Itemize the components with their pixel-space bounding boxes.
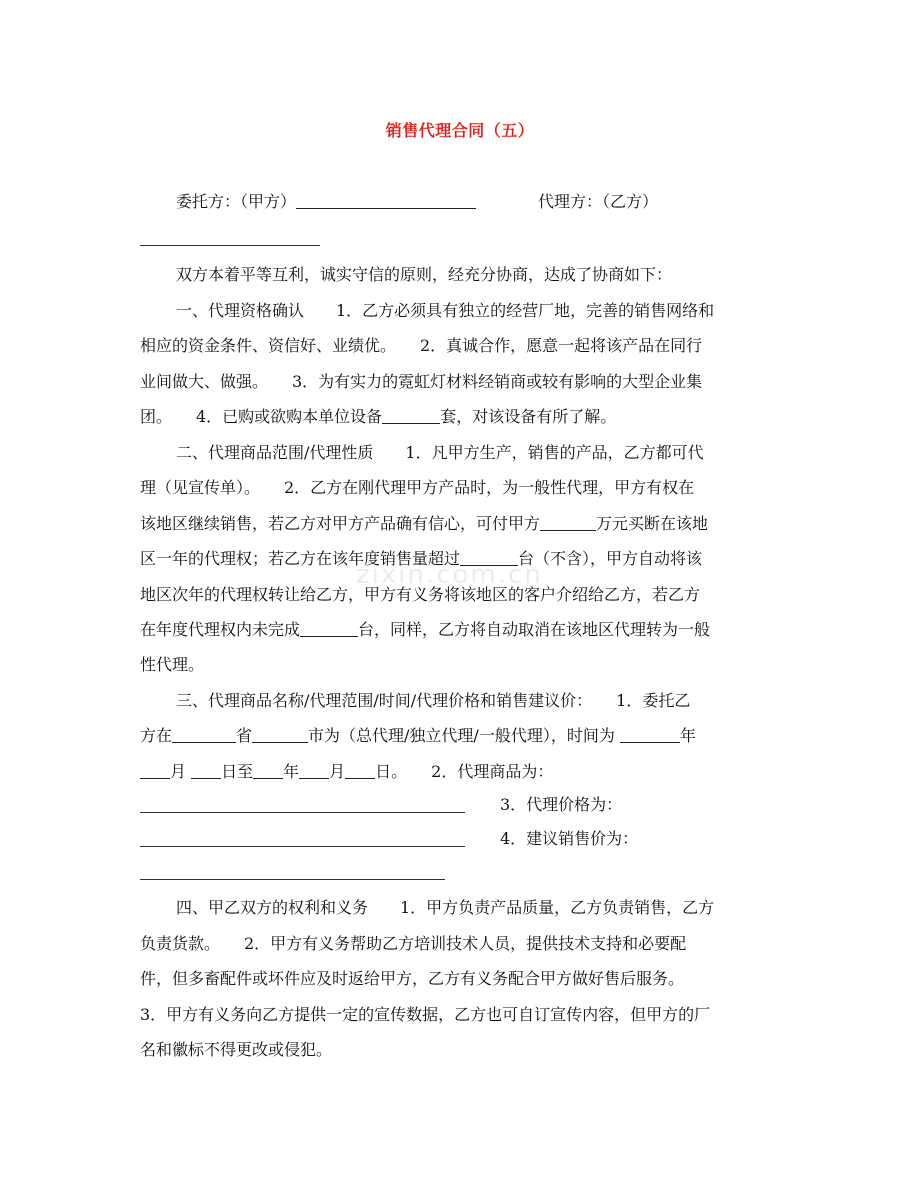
s2-line-4-a: 区一年的代理权；若乙方在该年度销售量超过: [140, 549, 461, 568]
end-day-blank: [345, 762, 375, 779]
s3-line-3-b: 日至: [221, 762, 254, 781]
s3-line-2-b: 省: [236, 726, 253, 745]
start-month-blank: [140, 762, 170, 779]
s3-line-3-a: 月: [170, 762, 192, 781]
s2-line-3: [140, 514, 708, 534]
intro-text: 双方本着平等互利，诚实守信的原则，经充分协商，达成了协商如下：: [176, 265, 673, 284]
city-blank: [252, 726, 308, 743]
s3-line-3-c: 年: [283, 762, 300, 781]
s2-line-5: 地区次年的代理权转让给乙方，甲方有义务将该地区的客户介绍给乙方，若乙方: [140, 585, 701, 604]
watermark: zixin.com.cn: [356, 560, 543, 590]
s4-line-3: 件，但多畜配件或坏件应及时返给甲方，乙方有义务配合甲方做好售后服务。: [140, 969, 685, 988]
s2-line-6: [140, 620, 710, 640]
s2-line-3-b: 万元买断在该地: [596, 514, 709, 533]
s2-line-3-a: 该地区继续销售，若乙方对甲方产品确有信心，可付甲方: [140, 514, 541, 533]
agent-blank: [140, 245, 320, 246]
s1-line-4-a: 团。 4．已购或欲购本单位设备: [140, 407, 383, 426]
agent-label: 代理方：（乙方）: [538, 192, 659, 211]
agency-price-label: 3．代理价格为：: [500, 795, 623, 814]
s4-line-1: 四、甲乙双方的权利和义务 1．甲方负责产品质量，乙方负责销售，乙方: [176, 898, 715, 917]
retail-price-blank: [140, 879, 445, 880]
s1-line-1: 一、代理资格确认 1．乙方必须具有独立的经营厂地，完善的销售网络和: [176, 301, 715, 320]
start-year-blank: [620, 726, 680, 743]
s1-line-4-b: 套，对该设备有所了解。: [440, 407, 617, 426]
s3-line-2-a: 方在: [140, 726, 173, 745]
principal-line: [176, 192, 476, 212]
s2-line-4-b: 台（不含），甲方自动将该: [518, 549, 703, 568]
principal-label: 委托方：（甲方）: [176, 192, 297, 211]
s2-line-6-b: 台，同样，乙方将自动取消在该地区代理转为一般: [358, 620, 711, 639]
s3-line-1: 三、代理商品名称/代理范围/时间/代理价格和销售建议价： 1．委托乙: [176, 691, 691, 710]
s3-line-3: [140, 762, 553, 782]
s1-line-4: [140, 407, 616, 427]
s2-line-6-a: 在年度代理权内未完成: [140, 620, 301, 639]
buyout-amount-blank: [540, 514, 596, 531]
retail-price-label: 4．建议销售价为：: [500, 829, 639, 848]
s3-line-3-d: 月: [329, 762, 346, 781]
end-year-blank: [253, 762, 283, 779]
s1-line-3: 业间做大、做强。 3．为有实力的霓虹灯材料经销商或较有影响的大型企业集: [140, 372, 703, 391]
s2-line-1: 二、代理商品范围/代理性质 1．凡甲方生产，销售的产品，乙方都可代: [176, 443, 704, 462]
s4-line-4: 3．甲方有义务向乙方提供一定的宣传数据，乙方也可自订宣传内容，但甲方的厂: [140, 1005, 711, 1024]
start-day-blank: [191, 762, 221, 779]
agency-price-blank: [140, 846, 465, 847]
s3-line-2-c: 市为（总代理/独立代理/一般代理），时间为: [308, 726, 620, 745]
equipment-count-blank: [382, 407, 440, 424]
end-month-blank: [299, 762, 329, 779]
s3-line-3-e: 日。 2．代理商品为：: [375, 762, 554, 781]
min-sales-blank: [300, 620, 358, 637]
s3-line-2: [140, 726, 696, 746]
s1-line-2: 相应的资金条件、资信好、业绩优。 2．真诚合作，愿意一起将该产品在同行: [140, 336, 703, 355]
s4-line-2: 负责货款。 2．甲方有义务帮助乙方培训技术人员，提供技术支持和必要配: [140, 934, 687, 953]
s2-line-7: 性代理。: [140, 655, 205, 674]
s4-line-5: 名和徽标不得更改或侵犯。: [140, 1040, 333, 1059]
province-blank: [172, 726, 236, 743]
s2-line-2: 理（见宣传单）。 2．乙方在刚代理甲方产品时，为一般性代理，甲方有权在: [140, 478, 695, 497]
sales-threshold-blank: [460, 549, 518, 566]
principal-blank: [296, 192, 476, 209]
s3-line-2-d: 年: [679, 726, 696, 745]
product-name-blank: [140, 812, 465, 813]
document-title: 销售代理合同（五）: [385, 121, 535, 140]
s2-line-4: [140, 549, 702, 569]
